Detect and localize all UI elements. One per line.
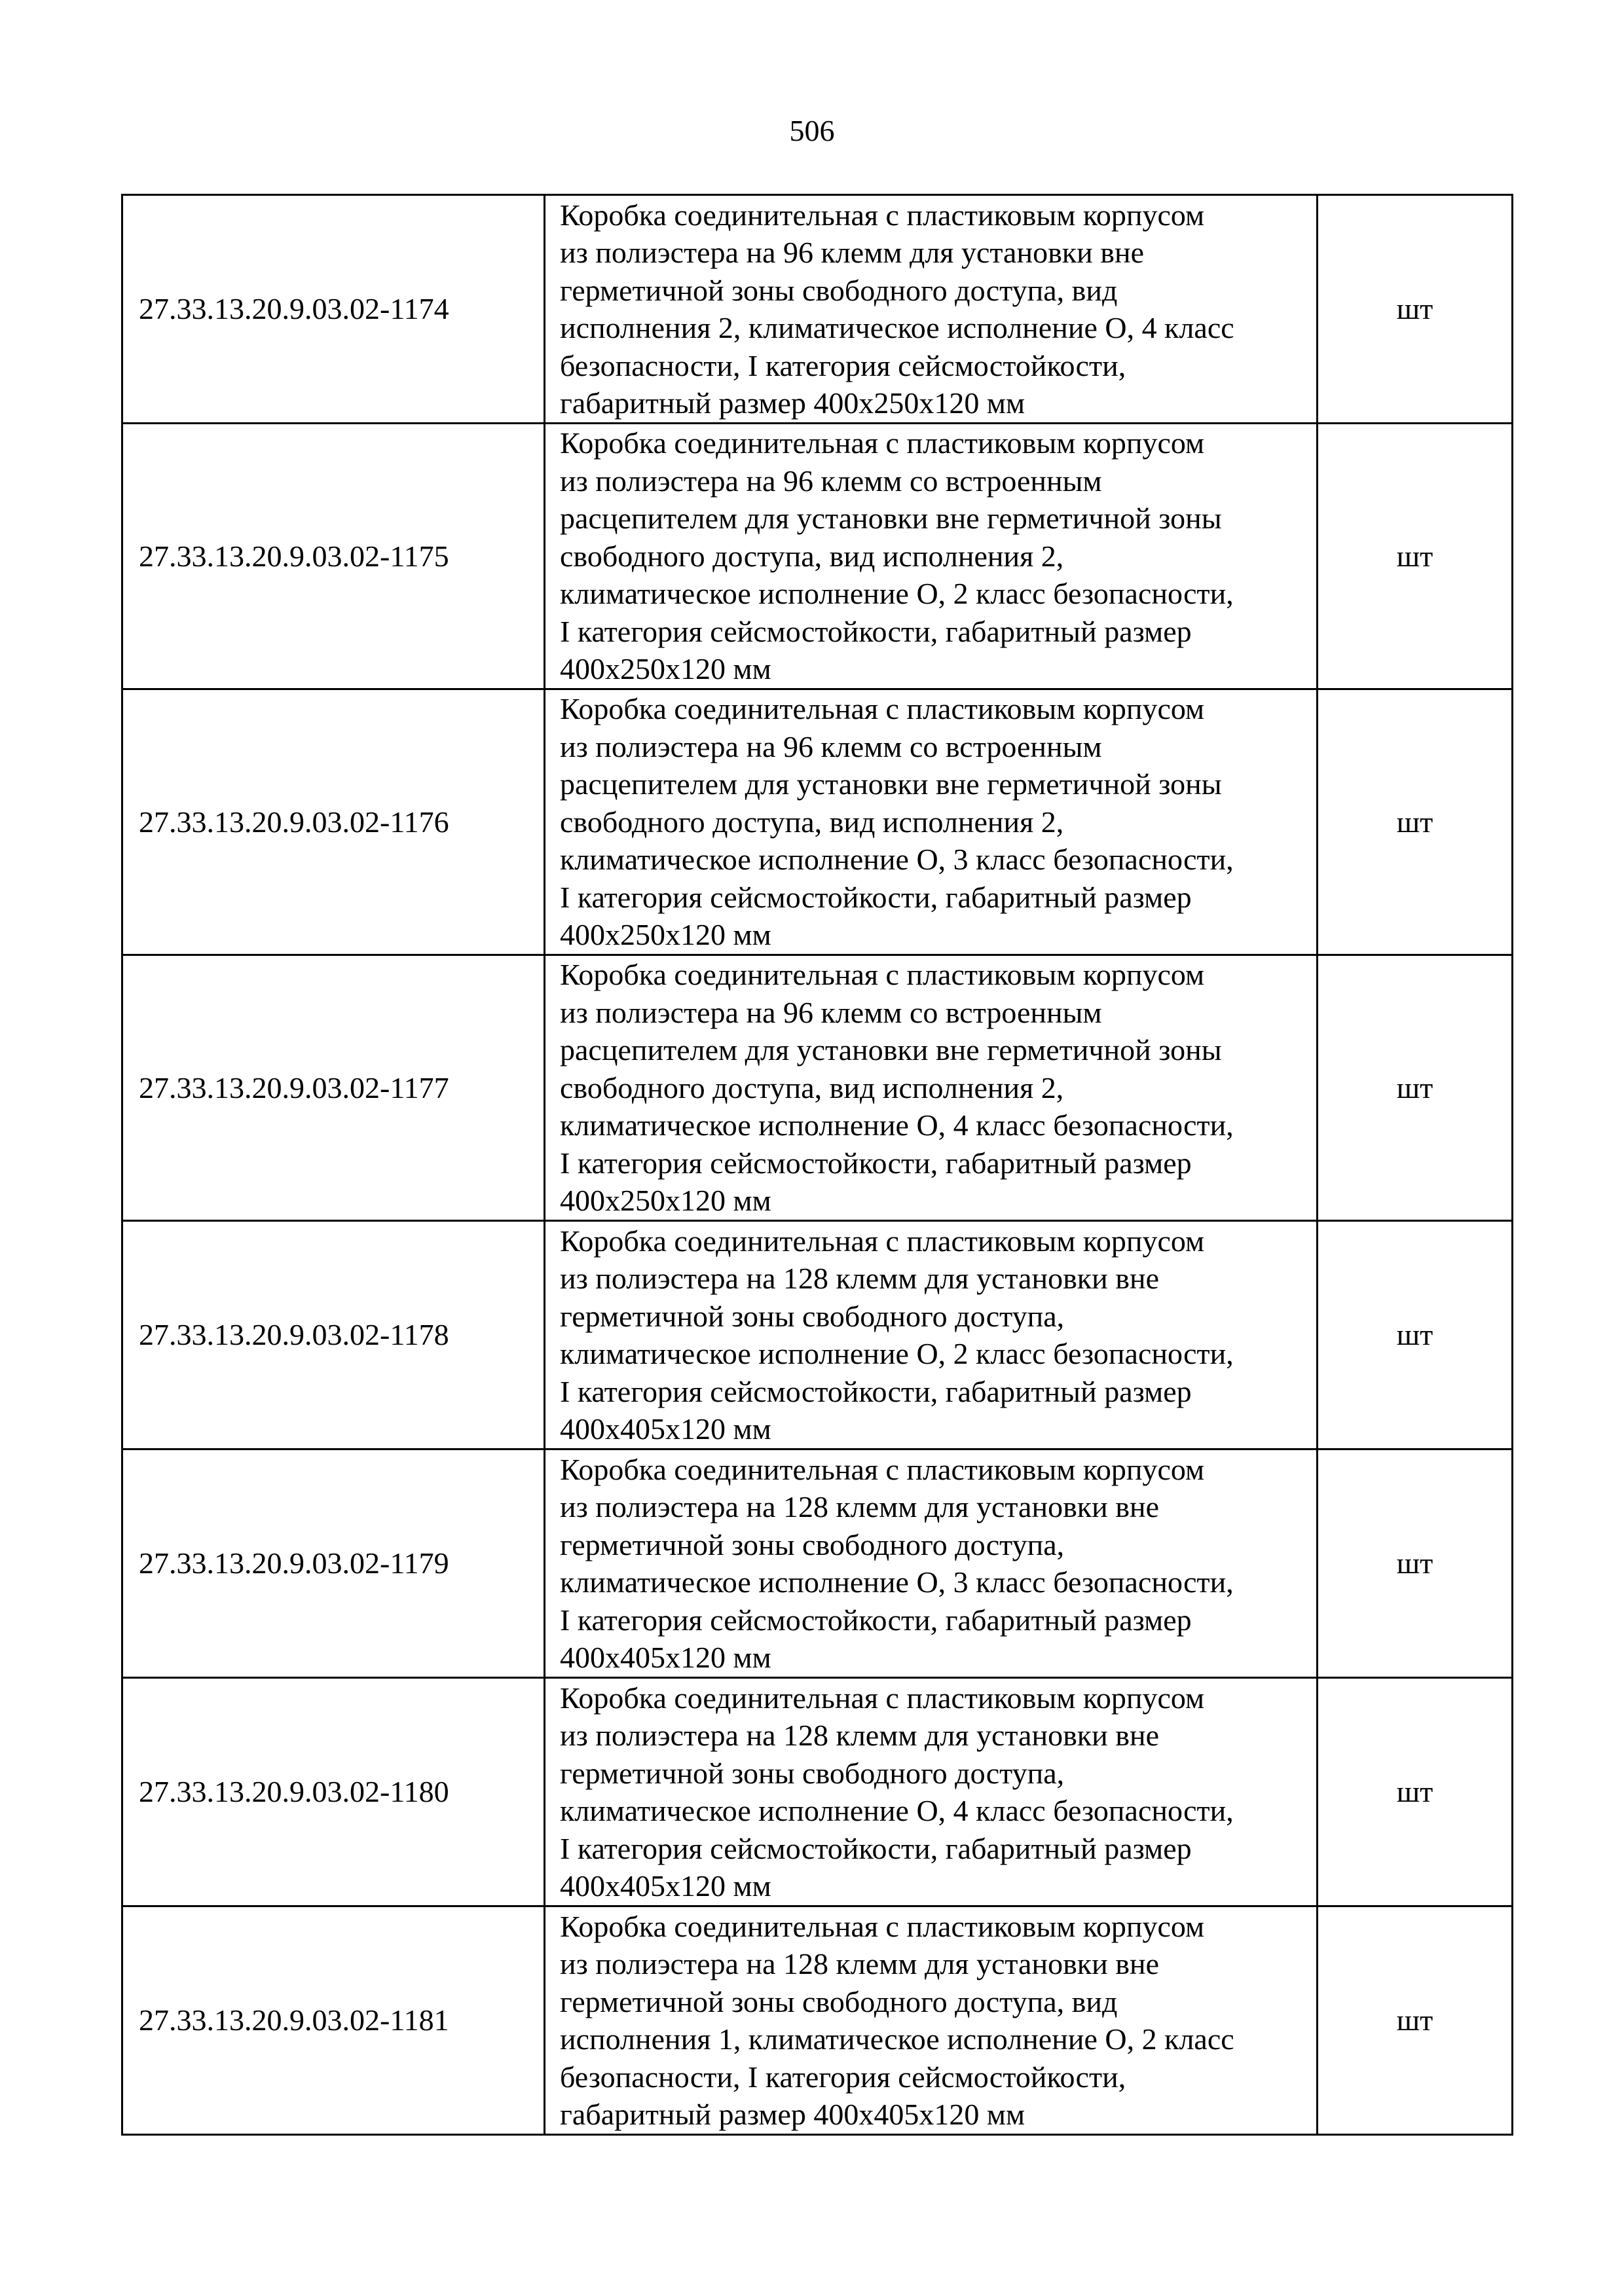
table-row [122, 1678, 1513, 1906]
resource-description: Коробка соединительная с пластиковым корпусом из полиэстера на 128 клемм для установки вне герметичной зоны свободного доступа, климатическое исполнение О, 2 класс безопасности, I категория сейсмостойкости, габаритный размер 400х405х120 мм [545, 1221, 1318, 1449]
unit-of-measure: шт [1318, 424, 1513, 689]
unit-of-measure: шт [1318, 1906, 1513, 2135]
unit-of-measure: шт [1318, 689, 1513, 955]
page-number: 506 [789, 114, 835, 147]
resource-code: 27.33.13.20.9.03.02-1179 [122, 1449, 545, 1678]
unit-of-measure: шт [1318, 195, 1513, 424]
resource-description: Коробка соединительная с пластиковым корпусом из полиэстера на 96 клемм для установки вне герметичной зоны свободного доступа, вид исполнения 2, климатическое исполнение О, 4 класс безопасности, I категория сейсмостойкости, габаритный размер 400х250х120 мм [545, 195, 1318, 424]
resource-table [121, 194, 1513, 2136]
resource-description: Коробка соединительная с пластиковым корпусом из полиэстера на 128 клемм для установки вне герметичной зоны свободного доступа, климатическое исполнение О, 3 класс безопасности, I категория сейсмостойкости, габаритный размер 400х405х120 мм [545, 1449, 1318, 1678]
resource-code: 27.33.13.20.9.03.02-1176 [122, 689, 545, 955]
resource-code: 27.33.13.20.9.03.02-1180 [122, 1678, 545, 1906]
unit-of-measure: шт [1318, 1678, 1513, 1906]
resource-description: Коробка соединительная с пластиковым корпусом из полиэстера на 96 клемм со встроенным расцепителем для установки вне герметичной зоны свободного доступа, вид исполнения 2, климатическое исполнение О, 2 класс безопасности, I категория сейсмостойкости, габаритный размер 400х250х120 мм [545, 424, 1318, 689]
resource-code: 27.33.13.20.9.03.02-1177 [122, 955, 545, 1221]
table-row [122, 955, 1513, 1221]
resource-code: 27.33.13.20.9.03.02-1178 [122, 1221, 545, 1449]
unit-of-measure: шт [1318, 1449, 1513, 1678]
resource-description: Коробка соединительная с пластиковым корпусом из полиэстера на 128 клемм для установки вне герметичной зоны свободного доступа, вид исполнения 1, климатическое исполнение О, 2 класс безопасности, I категория сейсмостойкости, габаритный размер 400х405х120 мм [545, 1906, 1318, 2135]
table-row [122, 424, 1513, 689]
table-row [122, 1449, 1513, 1678]
resource-description: Коробка соединительная с пластиковым корпусом из полиэстера на 96 клемм со встроенным расцепителем для установки вне герметичной зоны свободного доступа, вид исполнения 2, климатическое исполнение О, 4 класс безопасности, I категория сейсмостойкости, габаритный размер 400х250х120 мм [545, 955, 1318, 1221]
unit-of-measure: шт [1318, 955, 1513, 1221]
table-row [122, 195, 1513, 424]
table-row [122, 1906, 1513, 2135]
resource-code: 27.33.13.20.9.03.02-1175 [122, 424, 545, 689]
resource-description: Коробка соединительная с пластиковым корпусом из полиэстера на 96 клемм со встроенным расцепителем для установки вне герметичной зоны свободного доступа, вид исполнения 2, климатическое исполнение О, 3 класс безопасности, I категория сейсмостойкости, габаритный размер 400х250х120 мм [545, 689, 1318, 955]
table-row [122, 1221, 1513, 1449]
resource-code: 27.33.13.20.9.03.02-1181 [122, 1906, 545, 2135]
resource-description: Коробка соединительная с пластиковым корпусом из полиэстера на 128 клемм для установки вне герметичной зоны свободного доступа, климатическое исполнение О, 4 класс безопасности, I категория сейсмостойкости, габаритный размер 400х405х120 мм [545, 1678, 1318, 1906]
table-row [122, 689, 1513, 955]
resource-table-body [122, 195, 1513, 2135]
unit-of-measure: шт [1318, 1221, 1513, 1449]
resource-code: 27.33.13.20.9.03.02-1174 [122, 195, 545, 424]
